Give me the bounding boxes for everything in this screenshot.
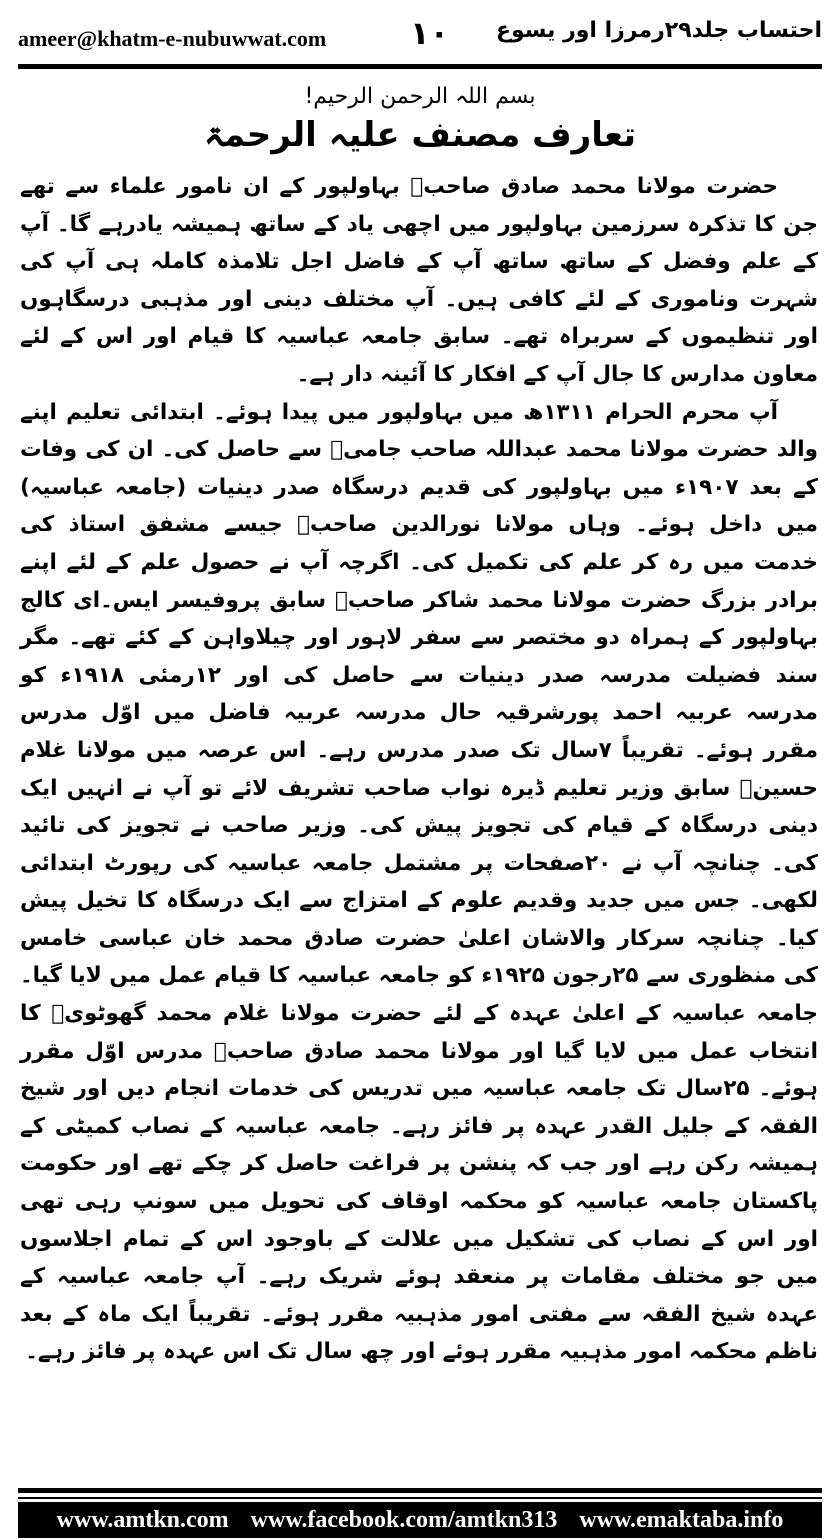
footer-link-facebook[interactable]: www.facebook.com/amtkn313: [250, 1506, 558, 1533]
page-number: ۱۰: [410, 14, 450, 52]
footer-link-amtkn[interactable]: www.amtkn.com: [56, 1506, 229, 1533]
page-title: تعارف مصنف علیہ الرحمۃ: [204, 115, 636, 155]
header-rule: [18, 64, 822, 69]
header-email: ameer@khatm-e-nubuwwat.com: [18, 26, 327, 51]
footer-link-emaktaba[interactable]: www.emaktaba.info: [579, 1506, 784, 1533]
paragraph: آپ محرم الحرام ۱۳۱۱ھ میں بہاولپور میں پیدا ہوئے۔ ابتدائی تعلیم اپنے والد حضرت مولانا محمد عبداللہ صاحب جامیؒ سے حاصل کی۔ ان کی وفات کے بعد ۱۹۰۷ء میں بہاولپور کی قدیم درسگاہ صدر دینیات (جامعہ عباسیہ) میں داخل ہوئے۔ وہاں مولانا نورالدین صاحبؒ جیسے مشفق استاذ کی خدمت میں رہ کر علم کی تکمیل کی۔ اگرچہ آپ نے حصول علم کے لئے اپنے برادر بزرگ حضرت مولانا محمد شاکر صاحبؒ سابق پروفیسر ایس۔ای کالج بہاولپور کے ہمراہ دو مختصر سے سفر لاہور اور چیلاواہن کے کئے تھے۔ مگر سند فضیلت مدرسہ صدر دینیات سے حاصل کی اور ۱۲رمئی ۱۹۱۸ء کو مدرسہ عربیہ احمد پورشرقیہ حال مدرسہ عربیہ فاضل میں اوّل مدرس مقرر ہوئے۔ تقریباً ۷سال تک صدر مدرس رہے۔ اس عرصہ میں مولانا غلام حسینؒ سابق وزیر تعلیم ڈیرہ نواب صاحب تشریف لائے تو آپ نے انہیں ایک دینی درسگاہ کے قیام کی تجویز پیش کی۔ وزیر صاحب نے تجویز کی تائید کی۔ چنانچہ آپ نے ۲۰صفحات پر مشتمل جامعہ عباسیہ کی رپورٹ ابتدائی لکھی۔ جس میں جدید وقدیم علوم کے امتزاج سے ایک درسگاہ کا تخیل پیش کیا۔ چنانچہ سرکار والاشان اعلیٰ حضرت صادق محمد خان عباسی خامس کی منظوری سے ۲۵رجون ۱۹۲۵ء کو جامعہ عباسیہ کا قیام عمل میں لایا گیا۔ جامعہ عباسیہ کے اعلیٰ عہدہ کے لئے حضرت مولانا غلام محمد گھوٹویؒ کا انتخاب عمل میں لایا گیا اور مولانا محمد صادق صاحبؒ مدرس اوّل مقرر ہوئے۔ ۲۵سال تک جامعہ عباسیہ میں تدریس کی خدمات انجام دیں اور شیخ الفقہ کے جلیل القدر عہدہ پر فائز رہے۔ جامعہ عباسیہ کے نصاب کمیٹی کے ہمیشہ رکن رہے اور جب کہ پنشن پر فراغت حاصل کر چکے تھے اور حکومت پاکستان جامعہ عباسیہ کو محکمہ اوقاف کی تحویل میں سونپ رہی تھی اور اس کے نصاب کی تشکیل میں علالت کے باوجود اس کے تمام اجلاسوں میں جو مختلف مقامات پر منعقد ہوئے شریک رہے۔ آپ جامعہ عباسیہ کے عہدہ شیخ الفقہ سے مفتی امور مذہبیہ مقرر ہوئے۔ تقریباً ایک ماہ کے بعد ناظم محکمہ امور مذہبیہ مقرر ہوئے اور چھ سال تک اس عہدہ پر فائز رہے۔: [20, 399, 819, 1365]
footer-bar: [18, 1502, 822, 1538]
bismillah: بسم اللہ الرحمن الرحیم!: [304, 84, 536, 109]
footer-rule-thin: [18, 1497, 822, 1499]
footer-rule: [18, 1488, 822, 1493]
page-header: [18, 6, 822, 62]
body-text: [20, 168, 818, 1371]
paragraph: حضرت مولانا محمد صادق صاحبؒ بہاولپور کے ان نامور علماء سے تھے جن کا تذکرہ سرزمین بہاولپور میں اچھی یاد کے ساتھ ہمیشہ یادرہے گا۔ آپ کے علم وفضل کے ساتھ ساتھ آپ کے فاضل اجل تلامذہ کاملہ ہی آپ کی شہرت وناموری کے لئے کافی ہیں۔ آپ مختلف دینی اور مذہبی درسگاہوں اور تنظیموں کے سربراہ تھے۔ سابق جامعہ عباسیہ کا قیام اور اس کے لئے معاون مدارس کا جال آپ کے افکار کا آئینہ دار ہے۔: [20, 174, 818, 387]
book-title: احتساب جلد۲۹رمرزا اور یسوع: [495, 18, 822, 43]
